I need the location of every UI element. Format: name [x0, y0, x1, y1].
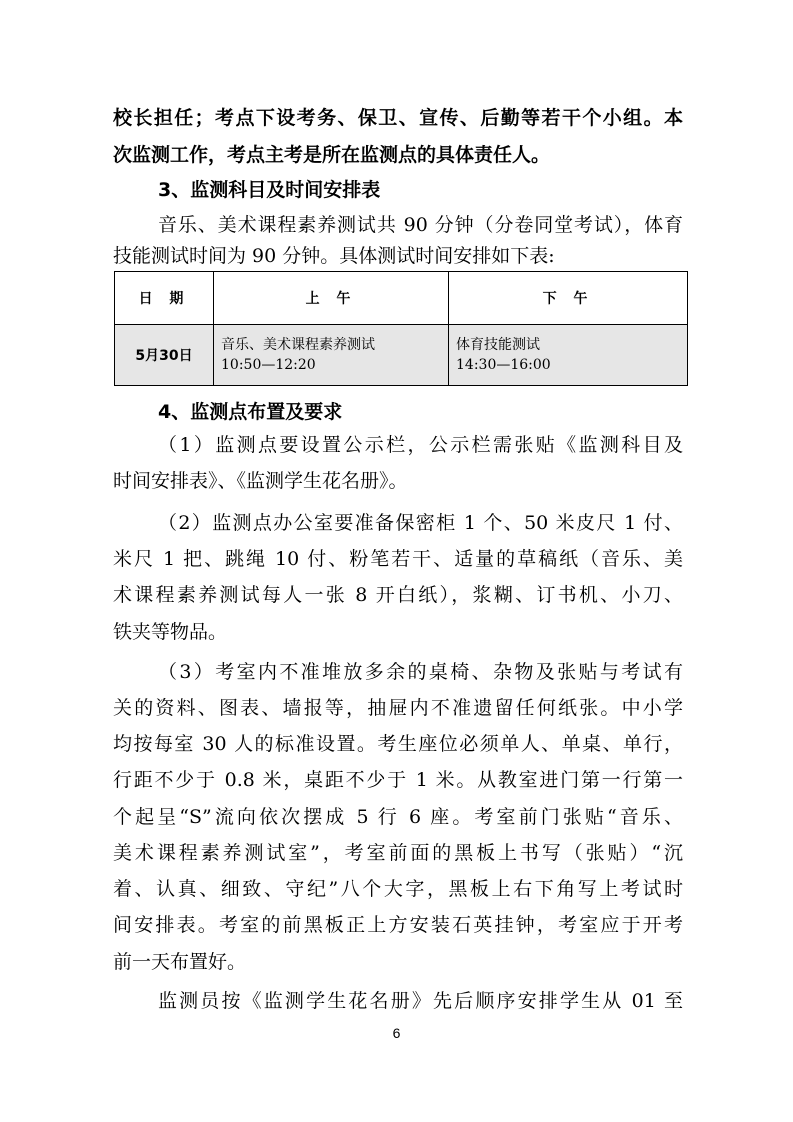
- text-line: 个起呈“S”流向依次摆成 5 行 6 座。考室前门张贴“音乐、: [113, 806, 683, 828]
- text-line: 行距不少于 0.8 米，桌距不少于 1 米。从教室进门第一行第一: [113, 769, 683, 791]
- text-line: 关的资料、图表、墙报等，抽屉内不准遗留任何纸张。中小学: [113, 697, 683, 719]
- text-line: 技能测试时间为 90 分钟。具体测试时间安排如下表:: [113, 245, 555, 267]
- header-afternoon: 下 午: [449, 272, 688, 325]
- text-line: 着、认真、细致、守纪”八个大字，黑板上右下角写上考试时: [113, 878, 683, 900]
- page-number: 6: [392, 1025, 401, 1041]
- text-line: 次监测工作，考点主考是所在监测点的具体责任人。: [113, 144, 551, 166]
- table-header-row: [115, 272, 688, 325]
- section-heading: 3、监测科目及时间安排表: [158, 179, 381, 201]
- afternoon-time: 14:30—16:00: [456, 357, 551, 373]
- schedule-table: [114, 271, 688, 386]
- cell-afternoon: [449, 325, 688, 386]
- text-line: （3）考室内不准堆放多余的桌椅、杂物及张贴与考试有: [158, 661, 683, 683]
- morning-time: 10:50—12:20: [221, 357, 316, 373]
- text-line: 术课程素养测试每人一张 8 开白纸），浆糊、订书机、小刀、: [113, 584, 683, 606]
- text-line: 音乐、美术课程素养测试共 90 分钟（分卷同堂考试），体育: [158, 214, 683, 236]
- text-line: 间安排表。考室的前黑板正上方安装石英挂钟，考室应于开考: [113, 914, 683, 936]
- section-heading: 4、监测点布置及要求: [158, 401, 343, 423]
- text-line: 铁夹等物品。: [113, 621, 228, 643]
- text-line: 监测员按《监测学生花名册》先后顺序安排学生从 01 至: [158, 990, 683, 1012]
- cell-date: 5月30日: [115, 325, 214, 386]
- header-morning: 上 午: [214, 272, 449, 325]
- cell-morning: [214, 325, 449, 386]
- text-line: 前一天布置好。: [113, 951, 247, 973]
- text-line: 均按每室 30 人的标准设置。考生座位必须单人、单桌、单行，: [113, 733, 683, 755]
- afternoon-subject: 体育技能测试: [456, 337, 540, 353]
- text-line: 米尺 1 把、跳绳 10 付、粉笔若干、适量的草稿纸（音乐、美: [113, 548, 683, 570]
- text-line: （1）监测点要设置公示栏，公示栏需张贴《监测科目及: [158, 434, 683, 456]
- morning-subject: 音乐、美术课程素养测试: [221, 337, 375, 353]
- text-line: 校长担任；考点下设考务、保卫、宣传、后勤等若干个小组。本: [113, 107, 683, 129]
- text-line: （2）监测点办公室要准备保密柜 1 个、50 米皮尺 1 付、: [158, 512, 683, 534]
- text-line: 美术课程素养测试室”，考室前面的黑板上书写（张贴）“沉: [113, 842, 683, 864]
- table-row: [115, 325, 688, 386]
- header-date: 日 期: [115, 272, 214, 325]
- text-line: 时间安排表》、《监测学生花名册》。: [113, 470, 408, 492]
